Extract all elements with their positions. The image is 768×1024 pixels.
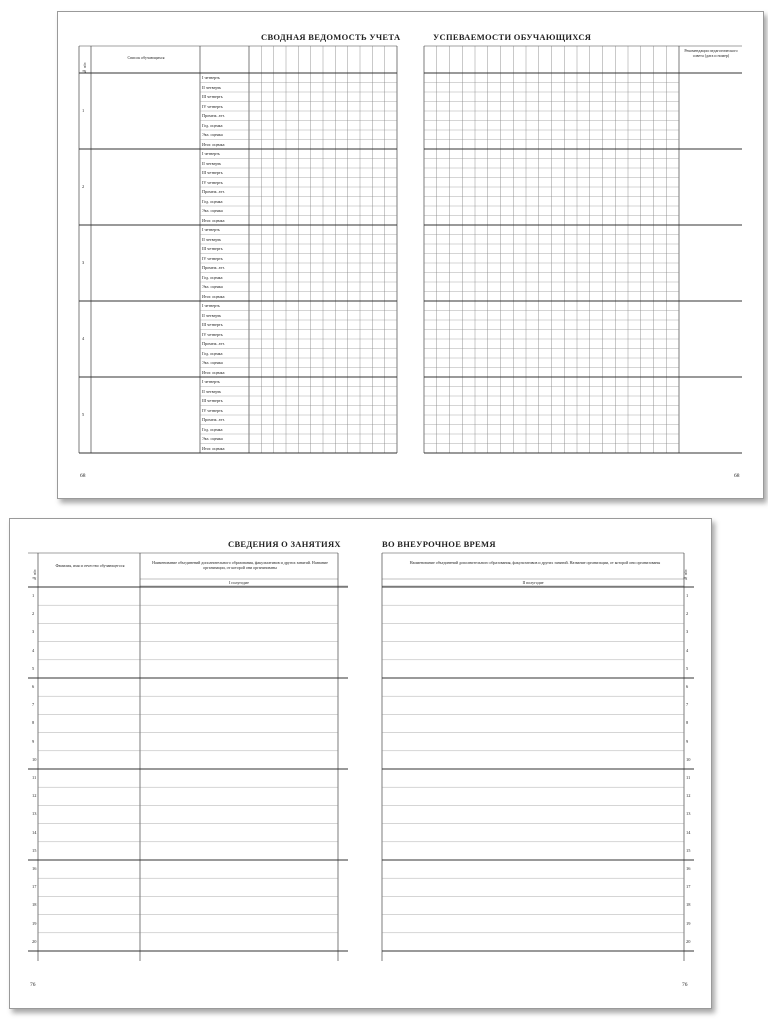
assessment-period-label: I четверть	[202, 303, 220, 309]
assessment-period-label: Промеж. атт.	[202, 417, 225, 423]
assessment-period-label: Год. оценка	[202, 350, 223, 356]
page-number-left: 68	[80, 473, 86, 479]
row-number-left: 14	[32, 829, 37, 835]
sheet2-title-right: ВО ВНЕУРОЧНОЕ ВРЕМЯ	[382, 539, 496, 549]
assessment-period-label: II четверть	[202, 236, 222, 242]
assessment-period-label: II четверть	[202, 160, 222, 166]
row-number-right: 8	[686, 720, 689, 726]
row-number-left: 16	[32, 866, 37, 871]
assessment-period-label: Итог. оценка	[202, 217, 225, 223]
row-number-right: 9	[686, 738, 689, 744]
assessment-period-label: Промеж. атт.	[202, 113, 225, 119]
assessment-period-label: I четверть	[202, 227, 220, 233]
student-name-header: Фамилия, имя и отчество обучающегося	[55, 563, 125, 568]
row-number-left: 8	[32, 720, 35, 726]
assessment-period-label: Экз. оценка	[202, 360, 223, 366]
assessment-period-label: III четверть	[202, 170, 223, 176]
row-number-left: 17	[32, 884, 37, 890]
assessment-period-label: II четверть	[202, 388, 222, 394]
assessment-period-label: Год. оценка	[202, 122, 223, 128]
assessment-period-label: III четверть	[202, 94, 223, 100]
student-list-header: Список обучающихся	[127, 55, 165, 60]
row-number-right: 17	[686, 884, 691, 890]
row-number-left: 12	[32, 793, 37, 799]
second-half-year-label: II полугодие	[522, 580, 544, 585]
assessment-period-label: Промеж. атт.	[202, 189, 225, 195]
row-number-right: 19	[686, 920, 691, 926]
row-number-right: 5	[686, 665, 689, 671]
assessment-period-label: IV четверть	[202, 103, 223, 109]
row-number-right: 10	[686, 756, 691, 762]
row-number-left: 9	[32, 738, 35, 744]
assessment-period-label: I четверть	[202, 151, 220, 157]
row-number-right: 6	[686, 684, 689, 689]
assessment-period-label: Год. оценка	[202, 426, 223, 432]
assessment-period-label: IV четверть	[202, 331, 223, 337]
student-group-number: 1	[82, 108, 85, 113]
assessment-period-label: IV четверть	[202, 255, 223, 261]
assessment-period-label: Итог. оценка	[202, 141, 225, 147]
assessment-period-label: Промеж. атт.	[202, 265, 225, 271]
assessment-period-label: Итог. оценка	[202, 445, 225, 451]
sheet2-number-header-right: № п/п	[683, 569, 688, 581]
assessment-period-label: III четверть	[202, 246, 223, 252]
row-number-left: 13	[32, 811, 37, 817]
assessment-period-label: Итог. оценка	[202, 369, 225, 375]
assessment-period-label: Итог. оценка	[202, 293, 225, 299]
row-number-left: 5	[32, 665, 35, 671]
row-number-right: 15	[686, 847, 691, 853]
row-number-right: 20	[686, 938, 691, 944]
assessment-period-label: I четверть	[202, 75, 220, 81]
row-number-left: 1	[32, 593, 35, 598]
assessment-period-label: Экз. оценка	[202, 208, 223, 214]
row-number-left: 18	[32, 902, 37, 908]
row-number-right: 3	[686, 629, 689, 635]
row-number-left: 11	[32, 775, 37, 780]
sheet2-number-header-left: № п/п	[32, 569, 37, 581]
sheet1-title-right: УСПЕВАЕМОСТИ ОБУЧАЮЩИХСЯ	[433, 32, 592, 42]
page-number-left-2: 76	[30, 982, 36, 988]
row-number-right: 11	[686, 775, 691, 780]
assessment-period-label: Экз. оценка	[202, 132, 223, 138]
assessment-period-label: IV четверть	[202, 179, 223, 185]
row-number-left: 15	[32, 847, 37, 853]
extracurricular-grid	[10, 519, 711, 1008]
assessment-period-label: Промеж. атт.	[202, 341, 225, 347]
student-group-number: 3	[82, 260, 85, 265]
recommendations-header: Рекомендации педагогического совета (дата и номер)	[684, 48, 738, 58]
assessment-period-label: Экз. оценка	[202, 284, 223, 290]
assessment-period-label: III четверть	[202, 398, 223, 404]
row-number-left: 3	[32, 629, 35, 635]
row-number-right: 1	[686, 593, 689, 598]
row-number-right: 7	[686, 702, 689, 708]
row-number-right: 16	[686, 866, 691, 871]
assessment-period-label: Экз. оценка	[202, 436, 223, 442]
page-number-right: 68	[734, 473, 740, 479]
assessment-period-label: Год. оценка	[202, 274, 223, 280]
sheet1-number-header: № п/п	[82, 62, 87, 74]
assessment-period-label: I четверть	[202, 379, 220, 385]
assessment-period-label: II четверть	[202, 312, 222, 318]
student-group-number: 2	[82, 184, 85, 189]
sheet2-title-left: СВЕДЕНИЯ О ЗАНЯТИЯХ	[228, 539, 341, 549]
assessment-period-label: IV четверть	[202, 407, 223, 413]
page-number-right-2: 76	[682, 982, 688, 988]
row-number-left: 19	[32, 920, 37, 926]
assessment-period-label: III четверть	[202, 322, 223, 328]
row-number-right: 2	[686, 611, 689, 617]
activity-header-left: Наименование объединений дополнительного образования, факультативов и других занятий. Название организации, от которой они организованы	[152, 560, 328, 570]
row-number-right: 12	[686, 793, 691, 799]
row-number-right: 13	[686, 811, 691, 817]
first-half-year-label: I полугодие	[229, 580, 249, 585]
row-number-left: 6	[32, 684, 35, 689]
student-group-number: 5	[82, 412, 85, 417]
row-number-right: 14	[686, 829, 691, 835]
student-group-number: 4	[82, 336, 85, 341]
row-number-right: 4	[686, 647, 689, 653]
activity-header-right: Наименование объединений дополнительного образования, факультативов и других занятий. Название организации, от которой они организованы	[409, 560, 661, 565]
sheet1-title-left: СВОДНАЯ ВЕДОМОСТЬ УЧЕТА	[261, 32, 401, 42]
assessment-period-label: II четверть	[202, 84, 222, 90]
grade-summary-grid	[58, 12, 763, 498]
grade-summary-sheet	[57, 11, 764, 499]
row-number-right: 18	[686, 902, 691, 908]
row-number-left: 10	[32, 756, 37, 762]
extracurricular-sheet	[9, 518, 712, 1009]
row-number-left: 4	[32, 647, 35, 653]
assessment-period-label: Год. оценка	[202, 198, 223, 204]
row-number-left: 20	[32, 938, 37, 944]
row-number-left: 7	[32, 702, 35, 708]
row-number-left: 2	[32, 611, 35, 617]
